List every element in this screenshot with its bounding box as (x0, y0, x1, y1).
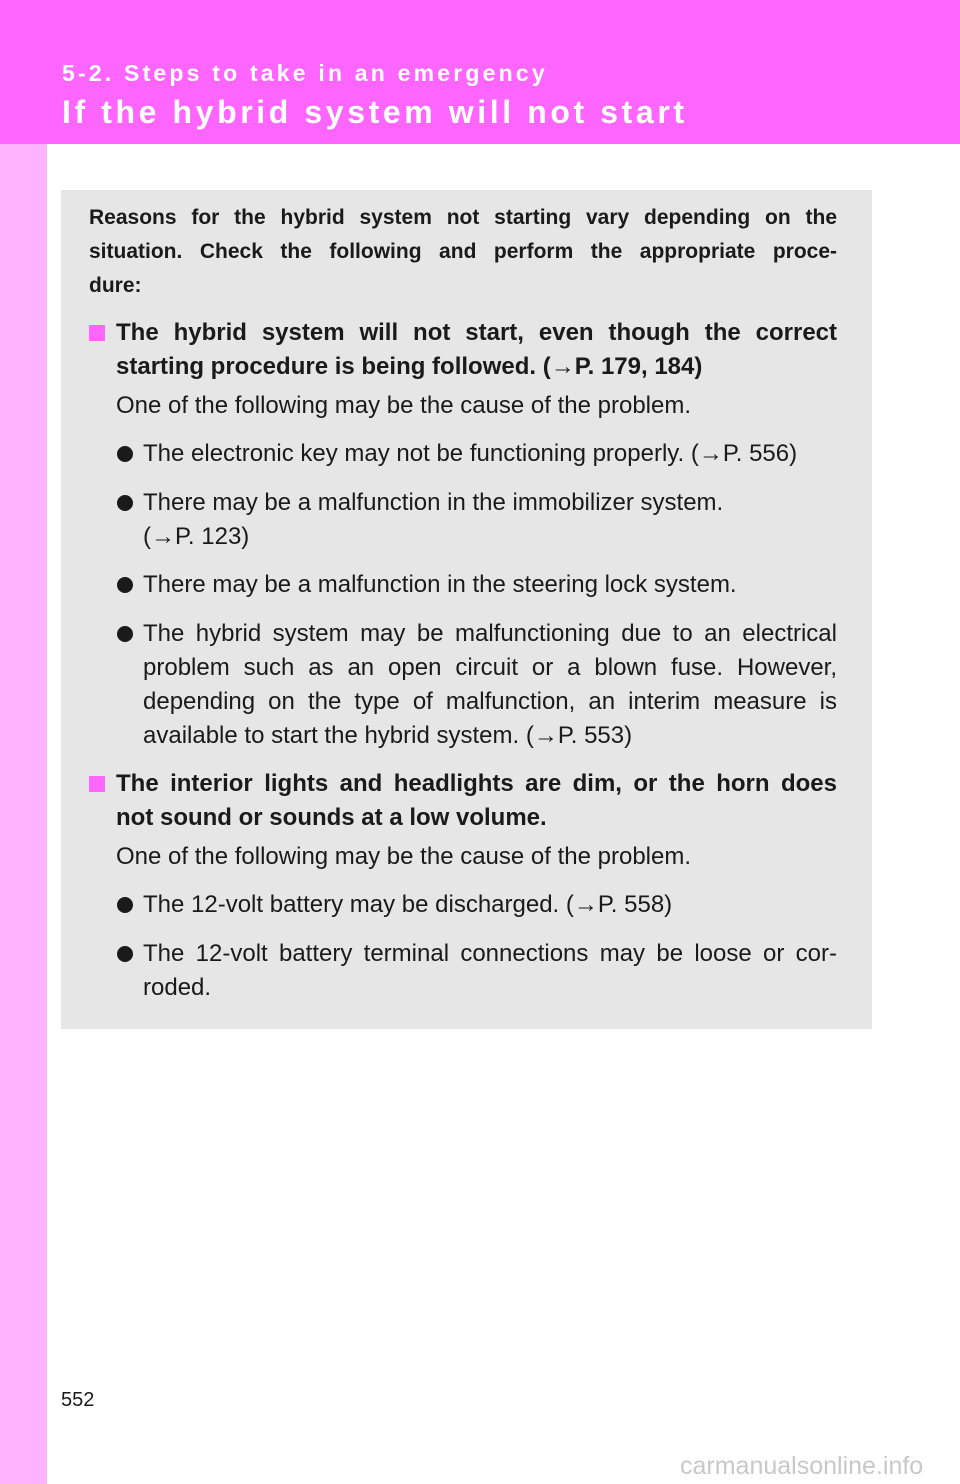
page-title: If the hybrid system will not start (62, 94, 688, 130)
list-item-line: The hybrid system may be malfunctioning due to an electrical (143, 620, 837, 647)
list-item: The 12-volt battery may be discharged. (→P. 558) (143, 891, 673, 918)
section-heading-2 (116, 767, 837, 835)
section-2-lead: One of the following may be the cause of the problem. (116, 843, 692, 870)
bullet-dot-icon (117, 495, 133, 511)
bullet-dot-icon (117, 897, 133, 913)
list-item-line: available to start the hybrid system. (→P. 553) (143, 722, 633, 749)
square-bullet-icon (89, 325, 105, 341)
watermark: carmanualsonline.info (680, 1452, 924, 1480)
list-item-line: There may be a malfunction in the immobilizer system. (143, 489, 724, 516)
intro-line-3: dure: (89, 274, 142, 297)
bullet-dot-icon (117, 946, 133, 962)
section-heading-2-line-2: not sound or sounds at a low volume. (116, 804, 547, 831)
list-item-line: problem such as an open circuit or a blown fuse. However, (143, 654, 837, 681)
section-label: 5-2. Steps to take in an emergency (62, 60, 548, 86)
section-heading-1 (116, 316, 837, 384)
section-heading-2-line-1: The interior lights and headlights are dim, or the horn does (116, 770, 837, 797)
section-heading-1-line-2: starting procedure is being followed. (→P. 179, 184) (116, 353, 703, 380)
page-number: 552 (61, 1389, 95, 1411)
page-header (0, 0, 960, 144)
list-item: There may be a malfunction in the steering lock system. (143, 571, 737, 598)
list-item: The electronic key may not be functioning properly. (→P. 556) (143, 440, 798, 467)
intro-line-1: Reasons for the hybrid system not starting vary depending on the (89, 206, 837, 229)
list-item-line: roded. (143, 974, 212, 1001)
square-bullet-icon (89, 776, 105, 792)
list-item (143, 617, 837, 753)
list-item (143, 486, 837, 554)
side-stripe (0, 144, 47, 1484)
intro-line-2: situation. Check the following and perform the appropriate proce- (89, 240, 837, 263)
section-1-lead: One of the following may be the cause of the problem. (116, 392, 692, 419)
list-item-line: depending on the type of malfunction, an interim measure is (143, 688, 837, 715)
bullet-dot-icon (117, 446, 133, 462)
list-item-line: The 12-volt battery terminal connections may be loose or cor- (143, 940, 837, 967)
bullet-dot-icon (117, 626, 133, 642)
list-item (143, 937, 837, 1005)
intro-text (89, 201, 837, 269)
list-item-line: (→P. 123) (143, 523, 250, 550)
section-heading-1-line-1: The hybrid system will not start, even though the correct (116, 319, 837, 346)
bullet-dot-icon (117, 577, 133, 593)
